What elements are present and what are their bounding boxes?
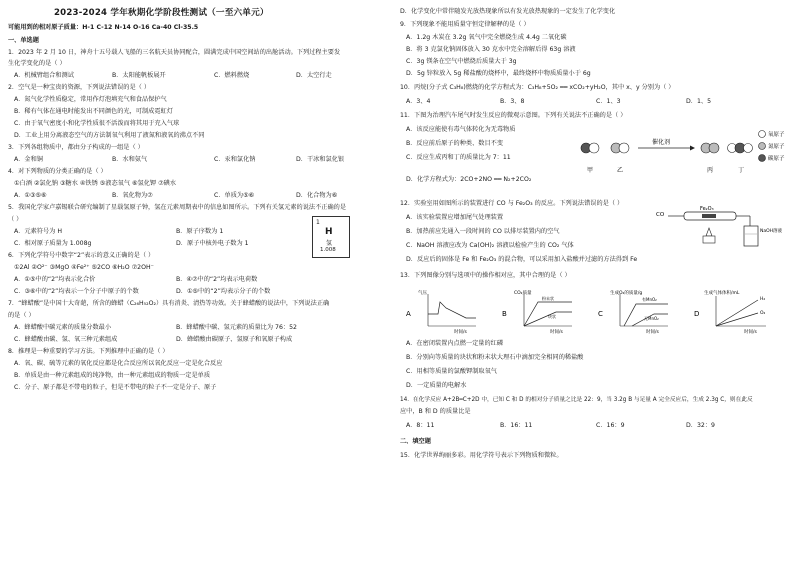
graph-a-xlabel: 时间/s	[454, 330, 467, 335]
molecule-ding	[728, 143, 753, 153]
q14-stem: 14．在化学反应 A+2B═C+2D 中，已知 C 和 D 的相对分子质量之比是 22：9，当 3.2g B 与足量 A 完全反应后，生成 2.3g C，则在此反	[400, 397, 753, 403]
section-heading-single-choice: 一、单选题	[8, 37, 39, 44]
q13-option-d: D．一定质量的电解水	[406, 382, 467, 389]
q13-option-a: A．在密闭装置内点燃一定量的红磷	[406, 340, 504, 347]
q10-option-d: D．1、5	[686, 98, 712, 105]
q5-stem: 5．我国化学家卢嘉锡联合研究编制了星载氢原子钟，氢在元素周期表中的信息如图所示。下列有关氢元素的说法不正确的是	[8, 204, 347, 211]
graph-a-curve	[428, 302, 476, 318]
q4-option-b: B．氧化物为⑦	[112, 192, 153, 199]
graph-b-xlabel: 时间/s	[550, 330, 563, 335]
molecule-bing	[701, 143, 719, 153]
q1-stem: 1．2023 年 2 月 10 日，神舟十五号载人飞船的三名航天员协同配合，圆满完成中国空间站的出舱活动。下列过程主要发	[8, 49, 341, 56]
graph-c-series-mno2: 有MnO₂	[642, 297, 657, 302]
burner-flame	[706, 228, 712, 236]
label-ding: 丁	[738, 167, 745, 174]
q7-option-c: C．蜂蜡酸由碳、氢、氧三种元素组成	[14, 336, 118, 343]
molecule-yi	[611, 143, 629, 153]
q9-stem: 9．下列现象不能用质量守恒定律解释的是（ ）	[400, 21, 530, 28]
q14-stem-cont: 应中，B 和 D 的质量比是	[400, 408, 471, 415]
q5-stem-cont: （ ）	[8, 216, 23, 223]
graph-c-letter: C	[598, 310, 603, 318]
q6-option-d: D．①⑤中的“2”均表示分子的个数	[176, 288, 271, 295]
q2-stem: 2．空气是一种宝贵的资源，下列说法错误的是（ ）	[8, 84, 151, 91]
q10-option-a: A．3、4	[406, 98, 431, 105]
label-jia: 甲	[587, 167, 594, 174]
q7-option-a: A．蜂蜡酸中碳元素的质量分数最小	[14, 324, 112, 331]
q6-option-b: B．④⑦中的“2”均表示电荷数	[176, 276, 258, 283]
q12-stem: 12．实验室用如图所示的装置进行 CO 与 Fe₂O₃ 的反应。下列说法错误的是（ ）	[400, 200, 624, 207]
element-number: 1	[316, 219, 320, 226]
element-mass: 1.008	[320, 247, 336, 253]
section-heading-fill-in: 二、填空题	[400, 438, 431, 445]
q11-molecular-diagram	[572, 126, 785, 178]
q11-option-a: A．该反应能使有毒气体转化为无毒物质	[406, 126, 516, 133]
q4-option-d: D．化合物为⑥	[296, 192, 338, 199]
q13-stem: 13．下列图像分别与选项中的操作相对应，其中合理的是（ ）	[400, 272, 571, 279]
q11-option-d: D．化学方程式为：2CO+2NO ══ N₂+2CO₂	[406, 176, 532, 183]
label-yi: 乙	[617, 167, 624, 174]
graph-d-line-h2	[716, 300, 758, 326]
q6-stem: 6．下列化学符号中数字“2”表示的意义正确的是（ ）	[8, 252, 155, 259]
graph-d-xlabel: 时间/s	[744, 330, 757, 335]
q9-option-d: D．5g 锌粒放入 5g 稀盐酸的烧杯中，最终烧杯中物质质量小于 6g	[406, 70, 591, 77]
q12-option-a: A．该实验装置应增加尾气处理装置	[406, 214, 504, 221]
apparatus-fe2o3-label: Fe₂O₃	[700, 206, 714, 212]
graph-c-curve-mno2	[624, 304, 668, 326]
q2-option-b: B．稀有气体在通电时能发出不同颜色的光，可制成霓虹灯	[14, 108, 173, 115]
element-name: 氢	[326, 240, 333, 247]
q11-option-c: C．反应生成丙和丁的质量比为 7：11	[406, 154, 511, 161]
q1-stem-cont: 生化学变化的是（ ）	[8, 60, 66, 67]
element-symbol: H	[325, 227, 333, 237]
legend-carbon: 碳原子	[768, 156, 785, 162]
element-card-hydrogen	[312, 216, 350, 258]
q4-stem: 4．对下列物质的分类正确的是（ ）	[8, 168, 107, 175]
q6-option-a: A．①⑤中的“2”均表示化合价	[14, 276, 96, 283]
legend-oxygen: 氧原子	[768, 132, 785, 138]
q1-option-c: C．燃料燃烧	[214, 72, 250, 79]
q3-option-c: C．汞和氯化钠	[214, 156, 256, 163]
q9-option-c: C．3g 镁条在空气中燃烧后质量大于 3g	[406, 58, 517, 65]
q4-option-c: C．单质为⑤⑥	[214, 192, 255, 199]
q5-option-d: D．原子中核外电子数为 1	[176, 240, 249, 247]
q6-items: ①2Al ②O²⁻ ③MgO ④Fe²⁺ ⑤2CO ⑥H₂O ⑦2OH⁻	[14, 264, 154, 271]
graph-a-letter: A	[406, 310, 411, 318]
q9-option-b: B．将 3 克氯化钠固体放入 30 克水中完全溶解后得 63g 溶液	[406, 46, 576, 53]
q15-stem: 15．化学世界绚丽多彩。用化学符号表示下列物质和微粒。	[400, 452, 563, 459]
q7-option-d: D．蜂蜡酸由碳原子、氢原子和氧原子构成	[176, 336, 293, 343]
q1-option-d: D．太空行走	[296, 72, 332, 79]
q13-option-c: C．用相等质量的氯酸钾制取氧气	[406, 368, 497, 375]
graph-c-series-no-mno2: 无MnO₂	[644, 316, 659, 321]
q3-stem: 3．下列各组物质中，都由分子构成的一组是（ ）	[8, 144, 144, 151]
q7-stem-cont: 的是（ ）	[8, 312, 35, 319]
q12-option-d: D．反应后的固体是 Fe 和 Fe₂O₃ 的混合物，可以采用加入盐酸并过滤的方法得到 Fe	[406, 256, 638, 263]
burner-body	[703, 236, 715, 243]
q3-option-a: A．金和铜	[14, 156, 43, 163]
label-bing: 丙	[707, 167, 714, 174]
q1-option-b: B．太阳能帆板展开	[112, 72, 166, 79]
q14-option-c: C．16：9	[596, 422, 625, 429]
q7-option-b: B．蜂蜡酸中碳、氢元素的质量比为 76：52	[176, 324, 297, 331]
left-column	[0, 0, 386, 562]
q5-option-b: B．原子序数为 1	[176, 228, 224, 235]
q14-option-d: D．32：9	[686, 422, 715, 429]
q8-option-d: D．化学变化中常伴随发光放热现象所以有发光放热现象的一定发生了化学变化	[400, 8, 616, 15]
q12-apparatus-diagram	[654, 206, 782, 250]
q13-graph-row	[406, 288, 786, 334]
q5-option-a: A．元素符号为 H	[14, 228, 62, 235]
graph-c	[598, 289, 668, 335]
q14-option-b: B．16：11	[500, 422, 533, 429]
q12-option-c: C．NaOH 溶液应改为 Ca(OH)₂ 溶液以检验产生的 CO₂ 气体	[406, 242, 574, 249]
graph-b-letter: B	[502, 310, 507, 318]
q9-option-a: A．1.2g 木炭在 3.2g 氧气中完全燃烧生成 4.4g 二氧化碳	[406, 34, 567, 41]
q5-option-c: C．相对原子质量为 1.008g	[14, 240, 92, 247]
q10-option-c: C．1、3	[596, 98, 621, 105]
q6-option-c: C．③⑥中的“2”均表示一个分子中原子的个数	[14, 288, 139, 295]
graph-c-ylabel: 生成O₂的质量/g	[610, 291, 643, 296]
graph-d-series-o2: O₂	[760, 311, 766, 316]
legend-nitrogen: 氮原子	[768, 144, 785, 150]
catalyst-label: 催化剂	[652, 139, 671, 146]
molecule-jia	[581, 143, 599, 153]
q11-stem: 11．下图为治理汽车尾气时发生反应的微观示意图。下列有关说法不正确的是（ ）	[400, 112, 627, 119]
naoh-bottle	[744, 226, 758, 246]
q2-option-a: A．氮气化学性质稳定，常用作灯泡填充气和食品保护气	[14, 96, 167, 103]
q2-option-d: D．工业上用分离液态空气的方法制氧气利用了液氮和液氧的沸点不同	[14, 132, 205, 139]
q8-stem: 8．推理是一种重要的学习方法。下列推理中正确的是（ ）	[8, 348, 169, 355]
q7-stem: 7．“蜂蜡酸”是中国十大奇葩，所含的蜂蜡（C₂₆H₅₂O₂）具有消炎、清热等功效。关于蜂蜡酸的说法中，下列说法正确	[8, 300, 330, 307]
q2-option-c: C．由于氧气密度小和化学性质很不活泼而将其用于充入气球	[14, 120, 180, 127]
q4-items: ①白酒 ②氯化钠 ③糖水 ④铁锈 ⑤液态氧气 ⑥氢化钾 ⑦碘水	[14, 180, 177, 187]
atom-legend	[759, 130, 786, 162]
q8-option-a: A．氧、碳、硫等元素的氧化反应都是化合反应所以氧化反应一定是化合反应	[14, 360, 223, 367]
graph-b-ylabel: CO₂质量	[514, 291, 532, 296]
right-column	[396, 0, 785, 562]
apparatus-co-label: CO	[656, 212, 665, 218]
graph-b-series-block: 块状	[548, 314, 556, 319]
graph-a	[406, 289, 476, 335]
graph-a-ylabel: 气压	[418, 291, 427, 296]
q1-option-a: A．机械臂组合和测试	[14, 72, 74, 79]
apparatus-naoh-label: NaOH溶液	[760, 229, 783, 234]
q13-option-b: B．分别向等质量的块状和粉末状大理石中滴加完全相同的稀盐酸	[406, 354, 584, 361]
q10-option-b: B．3、8	[500, 98, 525, 105]
graph-d-series-h2: H₂	[760, 297, 766, 302]
q11-option-b: B．反应前后原子的种类、数目不变	[406, 140, 504, 147]
q8-option-b: B．单质是由一种元素组成的纯净物，由一种元素组成的物质一定是单质	[14, 372, 211, 379]
q3-option-d: D．干冰和氯化银	[296, 156, 345, 163]
graph-d-letter: D	[694, 310, 700, 318]
graph-d-ylabel: 生成气体体积/mL	[704, 291, 740, 296]
graph-b-series-powder: 粉末状	[542, 296, 554, 301]
q12-option-b: B．加热前应先通入一段时间的 CO 以排尽装置内的空气	[406, 228, 560, 235]
graph-d	[694, 289, 766, 335]
exam-title: 2023-2024 学年秋期化学阶段性测试（一至六单元）	[54, 8, 269, 18]
atomic-mass-note: 可能用到的相对原子质量：H-1 C-12 N-14 O-16 Ca-40 Cl-35.5	[8, 24, 199, 31]
graph-d-line-o2	[716, 313, 758, 326]
q10-stem: 10．丙烷(分子式 C₃H₈)燃烧的化学方程式为：C₃H₈+5O₂ ══ xCO₂+yH₂O，其中 x、y 分别为（ ）	[400, 84, 675, 91]
graph-c-xlabel: 时间/s	[646, 330, 659, 335]
q4-option-a: A．①③⑤⑥	[14, 192, 47, 199]
q3-option-b: B．水和氨气	[112, 156, 148, 163]
q14-option-a: A．8：11	[406, 422, 435, 429]
iron-oxide-sample	[702, 214, 716, 218]
graph-b	[502, 289, 572, 335]
q8-option-c: C．分子、原子都是不带电的粒子，但是不带电的粒子不一定是分子、原子	[14, 384, 217, 391]
